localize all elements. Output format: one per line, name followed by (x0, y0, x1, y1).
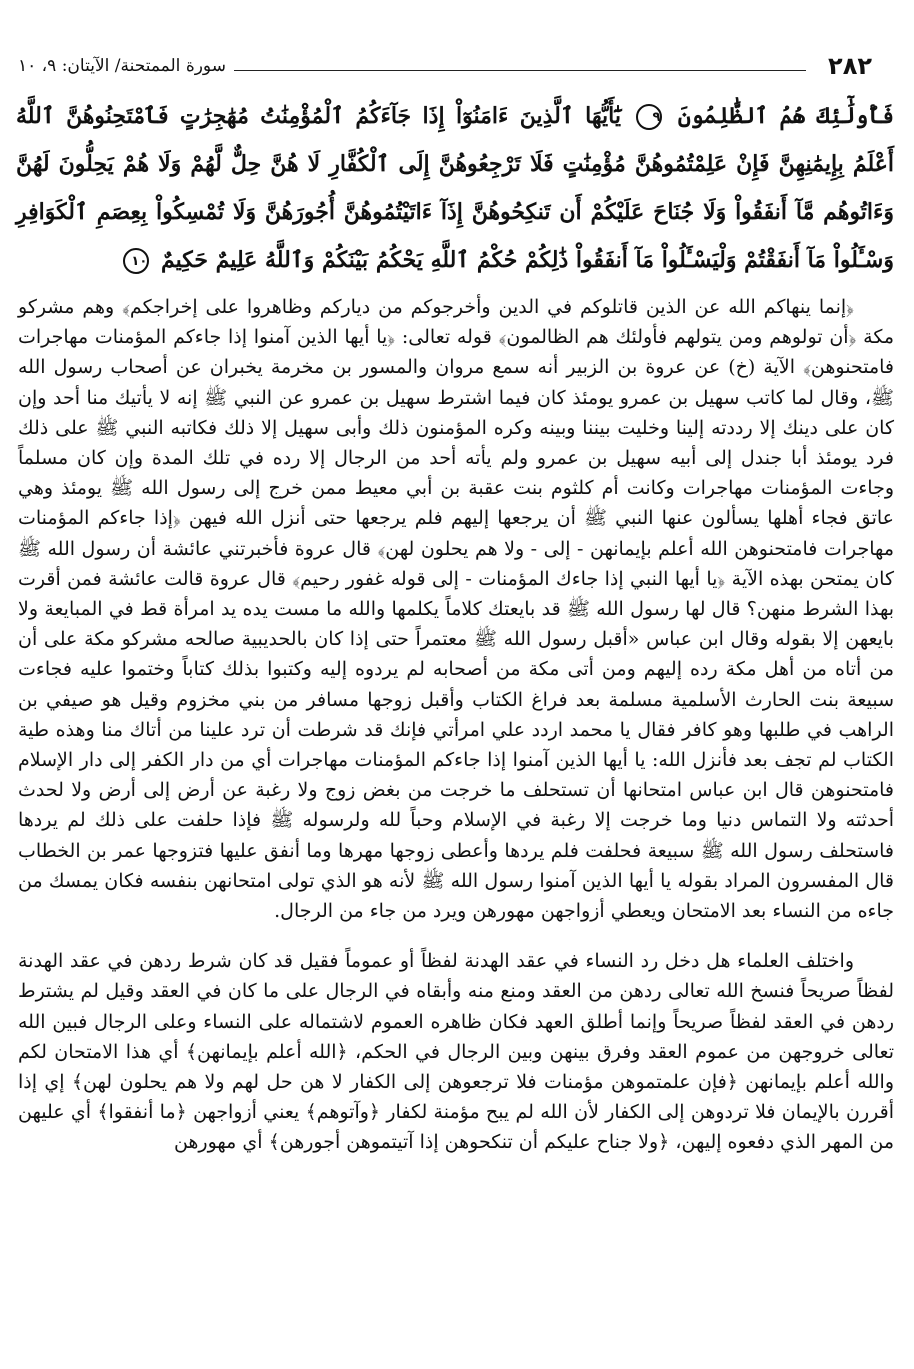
tafsir-paragraph: ﴿إنما ينهاكم الله عن الذين قاتلوكم في الدين وأخرجوكم من دياركم وظاهروا على إخراجكم﴾ وهم مشركو مكة ﴿أن تولوهم ومن يتولهم فأولئك هم الظالمون﴾ قوله تعالى: ﴿يا أيها الذين آمنوا إذا جاءكم المؤمنات مهاجرات فامتحنوهن﴾ الآية (خ) عن عروة بن الزبير أنه سمع مروان والمسور بن مخرمة يخبران عن أصحاب رسول الله ﷺ، وقال لما كاتب سهيل بن عمرو يومئذ كان فيما اشترط سهيل بن عمرو عن النبي ﷺ إنه لا يأتيك منا أحد وإن كان على دينك إلا رددته إلينا وخليت بيننا وبينه وكره المؤمنون ذلك وأبى سهيل إلا ذلك فكاتبه النبي ﷺ على ذلك فرد يومئذ أبا جندل إلى أبيه سهيل بن عمرو ولم يأته أحد من الرجال إلا رده في تلك المدة وإن كان مسلماً وجاءت المؤمنات مهاجرات وكانت أم كلثوم بنت عقبة بن أبي معيط ممن خرج إلى رسول الله ﷺ يومئذ وهي عاتق فجاء أهلها يسألون عنها النبي ﷺ أن يرجعها إليهم فلم يرجعها حتى أنزل الله فيهن ﴿إذا جاءكم المؤمنات مهاجرات فامتحنوهن الله أعلم بإيمانهن - إلى - ولا هم يحلون لهن﴾ قال عروة فأخبرتني عائشة أن رسول الله ﷺ كان يمتحن بهذه الآية ﴿يا أيها النبي إذا جاءك المؤمنات - إلى قوله غفور رحيم﴾ قال عروة قالت عائشة فمن أقرت بهذا الشرط منهن؟ قال لها رسول الله ﷺ قد بايعتك كلاماً يكلمها والله ما مست يده يد امرأة قط في المبايعة ولا بايعهن إلا بقوله وقال ابن عباس «أقبل رسول الله ﷺ معتمراً حتى إذا كان بالحديبية صالحه مشركو مكة على أن من أتاه من أهل مكة رده إليهم ومن أتى مكة من أصحابه لم يردوه إليه وكتبوا بذلك كتاباً وختموا عليه فجاءت سبيعة بنت الحارث الأسلمية مسلمة بعد فراغ الكتاب وأقبل زوجها مسافر من بني مخزوم وقيل هو صيفي بن الراهب في طلبها وهو كافر فقال يا محمد اردد علي امرأتي فإنك قد شرطت أن ترد علينا من أتاك منا وهذه طية الكتاب لم تجف بعد فأنزل الله: يا أيها الذين آمنوا إذا جاءكم المؤمنات مهاجرات أي من دار الكفر إلى دار الإسلام فامتحنوهن قال ابن عباس امتحانها أن تستحلف ما خرجت من بغض زوج ولا رغبة عن أرض إلى أرض ولا لحدث أحدثته ولا التماس دنيا وما خرجت إلا رغبة في الإسلام وحباً لله ولرسوله ﷺ فإذا حلفت على ذلك لم يردها فاستحلف رسول الله ﷺ سبيعة فحلفت فلم يردها وأعطى زوجها مهرها وما أنفق عليها فتزوجها عمر بن الخطاب قال المفسرون المراد بقوله يا أيها الذين آمنوا رسول الله ﷺ لأنه هو الذي تولى امتحانهن بنفسه فكان يمسك من جاءه من النساء بعد الامتحان ويعطي أزواجهن مهورهن ويرد من جاء من الرجال. (18, 296, 894, 923)
ayah-number-marker: ٩ (636, 104, 662, 130)
page-number: ٢٨٢ (828, 52, 872, 80)
tafsir-body (18, 292, 894, 1158)
quran-verse-10: يَٰٓأَيُّهَا ٱلَّذِينَ ءَامَنُوٓاْ إِذَا جَآءَكُمُ ٱلْمُؤْمِنَٰتُ مُهَٰجِرَٰتٍ فَٱمْتَحِنُوهُنَّ ٱللَّهُ أَعْلَمُ بِإِيمَٰنِهِنَّ فَإِنْ عَلِمْتُمُوهُنَّ مُؤْمِنَٰتٍ فَلَا تَرْجِعُوهُنَّ إِلَى ٱلْكُفَّارِ لَا هُنَّ حِلٌّ لَّهُمْ وَلَا هُمْ يَحِلُّونَ لَهُنَّ وَءَاتُوهُم مَّآ أَنفَقُواْ وَلَا جُنَاحَ عَلَيْكُمْ أَن تَنكِحُوهُنَّ إِذَآ ءَاتَيْتُمُوهُنَّ أُجُورَهُنَّ وَلَا تُمْسِكُواْ بِعِصَمِ ٱلْكَوَافِرِ وَسْـَٔلُواْ مَآ أَنفَقْتُمْ وَلْيَسْـَٔلُواْ مَآ أَنفَقُواْ ذَٰلِكُمْ حُكْمُ ٱللَّهِ يَحْكُمُ بَيْنَكُمْ وَٱللَّهُ عَلِيمٌ حَكِيمٌ (16, 103, 894, 273)
header-rule (234, 70, 806, 71)
ayah-number-marker: ١٠ (123, 248, 149, 274)
quran-verse-end-9: فَأُولَٰٓئِكَ هُمُ ٱلظَّٰلِمُونَ (677, 103, 894, 129)
page-header (18, 50, 872, 84)
quran-verses (16, 92, 894, 284)
tafsir-paragraph: واختلف العلماء هل دخل رد النساء في عقد الهدنة لفظاً أو عموماً فقيل قد كان شرط ردهن في عقد الهدنة لفظاً صريحاً فنسخ الله تعالى ردهن من العقد ومنع منه وأبقاه في الرجال على ما كان في العقد وقيل لم يشترط ردهن في العقد لفظاً صريحاً وإنما أطلق العهد فكان ظاهره العموم لاشتماله على النساء وعلى الرجال فبين الله تعالى خروجهن من عموم العقد وفرق بينهن وبين الرجال في الحكم، ﴿الله أعلم بإيمانهن﴾ أي هذا الامتحان لكم والله أعلم بإيمانهن ﴿فإن علمتموهن مؤمنات فلا ترجعوهن إلى الكفار لا هن حل لهم ولا هم يحلون لهن﴾ إي إذا أقررن بالإيمان فلا تردوهن إلى الكفار لأن الله لم يبح مؤمنة لكفار ﴿وآتوهم﴾ يعني أزواجهن ﴿ما أنفقوا﴾ أي عليهن من المهر الذي دفعوه إليهن، ﴿ولا جناح عليكم أن تنكحوهن إذا آتيتموهن أجورهن﴾ أي مهورهن (18, 950, 894, 1154)
surah-title: سورة الممتحنة/ الآيتان: ٩، ١٠ (18, 56, 226, 76)
